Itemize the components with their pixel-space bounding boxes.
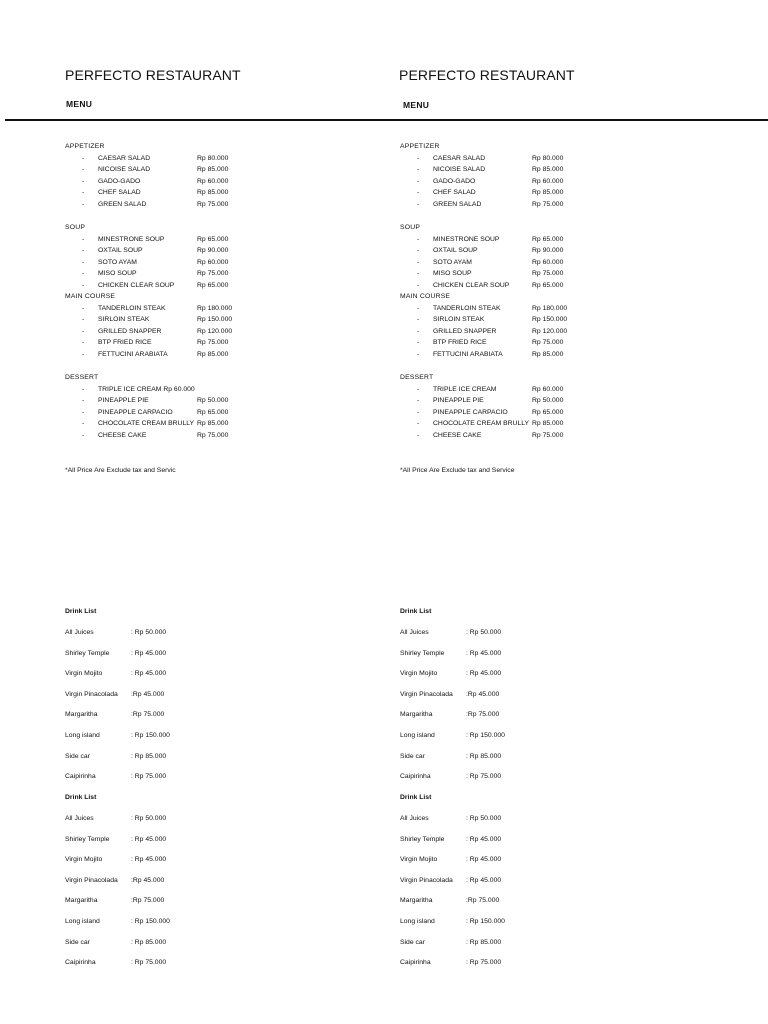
item-name: SOTO AYAM [433,258,472,266]
drink-name: Caipirinha [400,773,431,781]
drink-price: : Rp 150.000 [131,732,170,739]
item-name: MISO SOUP [98,270,137,278]
price-note-right: *All Price Are Exclude tax and Service [400,467,515,474]
item-dash: - [417,420,420,428]
item-dash: - [417,189,420,197]
drink-price: : Rp 45.000 [131,835,167,843]
item-price: Rp 75.000 [532,339,564,347]
drink-name: Side car [65,938,90,946]
drink-item [400,711,600,721]
item-dash: - [417,327,420,335]
drink-price: :Rp 75.000 [131,711,165,719]
drink-name: All Juices [400,815,429,822]
menu-item [400,432,640,443]
item-name: PINEAPPLE CARPACIO [433,408,508,416]
drink-item [65,877,265,887]
drink-item [400,670,600,680]
restaurant-title-left: PERFECTO RESTAURANT [65,67,241,83]
item-dash: - [417,155,420,162]
drink-name: Shirley Temple [65,835,110,843]
item-name: GRILLED SNAPPER [433,327,497,335]
item-price: Rp 80.000 [532,155,564,162]
drink-name: Margaritha [65,711,98,719]
item-dash: - [82,166,85,174]
item-price: Rp 80.000 [197,155,229,162]
drink-item [400,877,600,887]
drink-name: All Juices [65,815,94,822]
menu-item [65,201,305,212]
item-dash: - [82,316,85,324]
drink-price: : Rp 45.000 [131,670,167,678]
item-dash: - [82,431,85,439]
menu-item [65,397,305,408]
drink-name: Long island [400,918,435,925]
item-name: GRILLED SNAPPER [98,327,162,335]
menu-item [65,189,305,200]
drink-name: Virgin Pinacolada [65,876,118,884]
menu-item [400,386,640,397]
item-name: TRIPLE ICE CREAM Rp 60.000 [98,386,195,393]
menu-item [65,270,305,281]
item-name: PINEAPPLE PIE [433,397,484,405]
item-price: Rp 85.000 [532,420,564,428]
item-name: FETTUCINI ARABIATA [433,350,503,358]
item-price: Rp 85.000 [197,189,229,197]
menu-item [400,166,640,177]
menu-item [65,259,305,270]
drink-price: : Rp 45.000 [466,876,502,884]
item-name: SOTO AYAM [98,258,137,266]
menu-item [400,409,640,420]
item-price: Rp 60.000 [197,258,229,266]
item-price: Rp 120.000 [532,327,568,335]
item-price: Rp 60.000 [197,177,229,185]
item-name: CHEESE CAKE [98,431,147,439]
item-dash: - [82,386,85,393]
drink-list-title: Drink List [65,794,97,801]
item-price: Rp 180.000 [532,305,568,312]
menu-item [400,351,640,362]
drink-name: Side car [400,938,425,946]
item-name: SIRLOIN STEAK [433,316,485,324]
drink-name: Virgin Pinacolada [65,690,118,698]
menu-item [65,386,305,397]
item-dash: - [82,281,85,289]
drink-name: Side car [400,752,425,760]
item-price: Rp 60.000 [532,386,564,393]
item-price: Rp 65.000 [197,236,229,243]
menu-item [65,328,305,339]
item-price: Rp 75.000 [197,339,229,347]
item-dash: - [417,397,420,405]
item-dash: - [82,247,85,255]
menu-item [400,155,640,166]
menu-label-left: MENU [66,99,93,109]
item-name: GADO-GADO [98,177,141,185]
item-price: Rp 75.000 [197,270,229,278]
item-dash: - [82,408,85,416]
drink-price: : Rp 50.000 [131,629,167,636]
section-heading: MAIN COURSE [65,293,116,300]
item-name: CHOCOLATE CREAM BRULLY [433,420,530,428]
drink-price: : Rp 75.000 [131,959,167,967]
drink-item [400,918,600,928]
item-name: CAESAR SALAD [433,155,486,162]
item-name: MINESTRONE SOUP [433,236,500,243]
item-dash: - [417,258,420,266]
item-dash: - [417,270,420,278]
menu-item [65,305,305,316]
drink-item [400,939,600,949]
drink-name: Margaritha [65,897,98,905]
item-name: GREEN SALAD [433,200,482,208]
item-dash: - [82,305,85,312]
drink-price: : Rp 150.000 [131,918,170,925]
item-dash: - [417,166,420,174]
drink-price: : Rp 45.000 [466,649,502,657]
drink-item [65,691,265,701]
item-dash: - [417,200,420,208]
drink-item [400,773,600,783]
menu-item [400,339,640,350]
drink-price: : Rp 50.000 [466,629,502,636]
drink-name: Caipirinha [65,773,96,781]
drink-price: : Rp 85.000 [466,752,502,760]
drink-item [65,856,265,866]
drink-price: :Rp 45.000 [131,690,165,698]
item-price: Rp 65.000 [532,408,564,416]
item-name: NICOISE SALAD [433,166,486,174]
item-dash: - [417,305,420,312]
menu-label-right: MENU [403,100,430,110]
item-dash: - [82,200,85,208]
item-name: CHICKEN CLEAR SOUP [433,281,510,289]
menu-item [65,166,305,177]
drink-price: :Rp 45.000 [131,876,165,884]
drink-item [400,753,600,763]
item-dash: - [82,397,85,405]
drink-price: : Rp 50.000 [466,815,502,822]
menu-item [65,432,305,443]
drink-item [400,650,600,660]
drink-item [65,773,265,783]
item-name: MISO SOUP [433,270,472,278]
menu-item [65,316,305,327]
item-dash: - [417,281,420,289]
section-heading: SOUP [400,224,421,231]
item-dash: - [417,236,420,243]
section-heading: DESSERT [400,374,434,381]
drink-price: : Rp 45.000 [466,856,502,864]
item-dash: - [82,189,85,197]
menu-item [400,247,640,258]
menu-item [400,420,640,431]
item-name: CHEF SALAD [433,189,476,197]
menu-item [400,397,640,408]
menu-item [65,409,305,420]
item-price: Rp 120.000 [197,327,233,335]
item-name: OXTAIL SOUP [98,247,143,255]
item-name: GADO-GADO [433,177,476,185]
item-dash: - [82,270,85,278]
drink-item [400,629,600,639]
drink-item [400,897,600,907]
item-price: Rp 60.000 [532,258,564,266]
drink-list-title: Drink List [65,608,97,615]
item-dash: - [417,177,420,185]
drink-list-title: Drink List [400,608,432,615]
item-name: OXTAIL SOUP [433,247,478,255]
drink-price: : Rp 85.000 [131,752,167,760]
item-name: CAESAR SALAD [98,155,151,162]
drink-name: Virgin Mojito [65,856,103,864]
item-dash: - [417,350,420,358]
section-heading: SOUP [65,224,86,231]
item-name: CHICKEN CLEAR SOUP [98,281,175,289]
item-name: SIRLOIN STEAK [98,316,150,324]
drink-name: Long island [400,732,435,739]
section-heading: APPETIZER [65,143,105,150]
drink-item [65,711,265,721]
drink-price: : Rp 85.000 [131,938,167,946]
item-price: Rp 85.000 [532,189,564,197]
item-name: CHEF SALAD [98,189,141,197]
item-dash: - [417,408,420,416]
drink-item [65,753,265,763]
menu-item [400,328,640,339]
item-price: Rp 85.000 [197,350,229,358]
item-price: Rp 75.000 [532,431,564,439]
item-price: Rp 90.000 [532,247,564,255]
menu-item [65,351,305,362]
drink-price: : Rp 150.000 [466,918,505,925]
menu-item [65,339,305,350]
drink-name: Shirley Temple [400,649,445,657]
drink-item [65,897,265,907]
drink-item [65,629,265,639]
drink-item [65,670,265,680]
drink-price: :Rp 75.000 [466,897,500,905]
item-name: TANDERLOIN STEAK [433,305,501,312]
item-dash: - [417,431,420,439]
drink-name: Virgin Pinacolada [400,876,453,884]
item-price: Rp 65.000 [197,408,229,416]
menu-item [400,282,640,293]
item-price: Rp 85.000 [532,350,564,358]
drink-name: Virgin Mojito [400,856,438,864]
price-note-left: *All Price Are Exclude tax and Servic [65,467,176,474]
item-price: Rp 50.000 [197,397,229,405]
item-price: Rp 65.000 [532,281,564,289]
item-dash: - [82,177,85,185]
drink-price: : Rp 75.000 [466,959,502,967]
item-name: PINEAPPLE CARPACIO [98,408,173,416]
drink-name: All Juices [65,629,94,636]
menu-item [65,236,305,247]
item-price: Rp 60.000 [532,177,564,185]
drink-price: : Rp 45.000 [131,856,167,864]
menu-item [400,178,640,189]
item-name: FETTUCINI ARABIATA [98,350,168,358]
item-price: Rp 50.000 [532,397,564,405]
drink-item [65,939,265,949]
menu-item [65,247,305,258]
item-name: MINESTRONE SOUP [98,236,165,243]
drink-item [65,732,265,742]
drink-name: Virgin Mojito [400,670,438,678]
menu-item [65,420,305,431]
menu-item [400,189,640,200]
drink-list-title: Drink List [400,794,432,801]
restaurant-title-right: PERFECTO RESTAURANT [399,67,575,83]
drink-price: : Rp 50.000 [131,815,167,822]
drink-item [400,691,600,701]
drink-name: All Juices [400,629,429,636]
item-name: CHOCOLATE CREAM BRULLY [98,420,195,428]
drink-price: : Rp 45.000 [466,835,502,843]
item-dash: - [82,155,85,162]
drink-name: Caipirinha [400,959,431,967]
menu-item [400,316,640,327]
drink-item [65,650,265,660]
menu-item [400,305,640,316]
item-price: Rp 75.000 [197,200,229,208]
menu-item [400,236,640,247]
header-divider [5,119,768,121]
item-dash: - [417,386,420,393]
item-dash: - [417,316,420,324]
drink-name: Virgin Pinacolada [400,690,453,698]
drink-price: : Rp 75.000 [131,773,167,781]
drink-name: Long island [65,918,100,925]
item-dash: - [417,339,420,347]
menu-item [65,178,305,189]
drink-price: :Rp 75.000 [131,897,165,905]
menu-item [400,259,640,270]
item-name: CHEESE CAKE [433,431,482,439]
item-dash: - [82,236,85,243]
item-name: TRIPLE ICE CREAM [433,386,497,393]
drink-price: : Rp 45.000 [131,649,167,657]
menu-item [400,270,640,281]
drink-name: Shirley Temple [65,649,110,657]
drink-price: : Rp 85.000 [466,938,502,946]
section-heading: MAIN COURSE [400,293,451,300]
item-dash: - [82,258,85,266]
item-dash: - [82,350,85,358]
item-dash: - [82,327,85,335]
item-name: BTP FRIED RICE [98,339,152,347]
menu-item [400,201,640,212]
drink-item [65,918,265,928]
item-price: Rp 65.000 [532,236,564,243]
drink-item [400,836,600,846]
item-name: GREEN SALAD [98,200,147,208]
item-dash: - [82,339,85,347]
drink-item [65,815,265,825]
drink-price: :Rp 45.000 [466,690,500,698]
drink-price: : Rp 150.000 [466,732,505,739]
item-price: Rp 75.000 [197,431,229,439]
item-price: Rp 75.000 [532,270,564,278]
drink-item [400,856,600,866]
item-price: Rp 65.000 [197,281,229,289]
item-dash: - [82,420,85,428]
drink-item [400,815,600,825]
item-name: NICOISE SALAD [98,166,151,174]
item-price: Rp 180.000 [197,305,233,312]
drink-price: : Rp 45.000 [466,670,502,678]
drink-name: Virgin Mojito [65,670,103,678]
drink-item [400,732,600,742]
menu-item [65,155,305,166]
drink-name: Long island [65,732,100,739]
section-heading: APPETIZER [400,143,440,150]
drink-name: Margaritha [400,711,433,719]
menu-item [65,282,305,293]
item-price: Rp 85.000 [532,166,564,174]
drink-price: :Rp 75.000 [466,711,500,719]
item-price: Rp 150.000 [532,316,568,324]
drink-name: Side car [65,752,90,760]
item-name: PINEAPPLE PIE [98,397,149,405]
item-name: BTP FRIED RICE [433,339,487,347]
drink-item [400,959,600,969]
item-price: Rp 90.000 [197,247,229,255]
drink-price: : Rp 75.000 [466,773,502,781]
section-heading: DESSERT [65,374,99,381]
drink-item [65,836,265,846]
item-price: Rp 150.000 [197,316,233,324]
drink-name: Caipirinha [65,959,96,967]
item-dash: - [417,247,420,255]
item-price: Rp 75.000 [532,200,564,208]
drink-name: Margaritha [400,897,433,905]
drink-item [65,959,265,969]
item-price: Rp 85.000 [197,166,229,174]
item-name: TANDERLOIN STEAK [98,305,166,312]
drink-name: Shirley Temple [400,835,445,843]
item-price: Rp 85.000 [197,420,229,428]
